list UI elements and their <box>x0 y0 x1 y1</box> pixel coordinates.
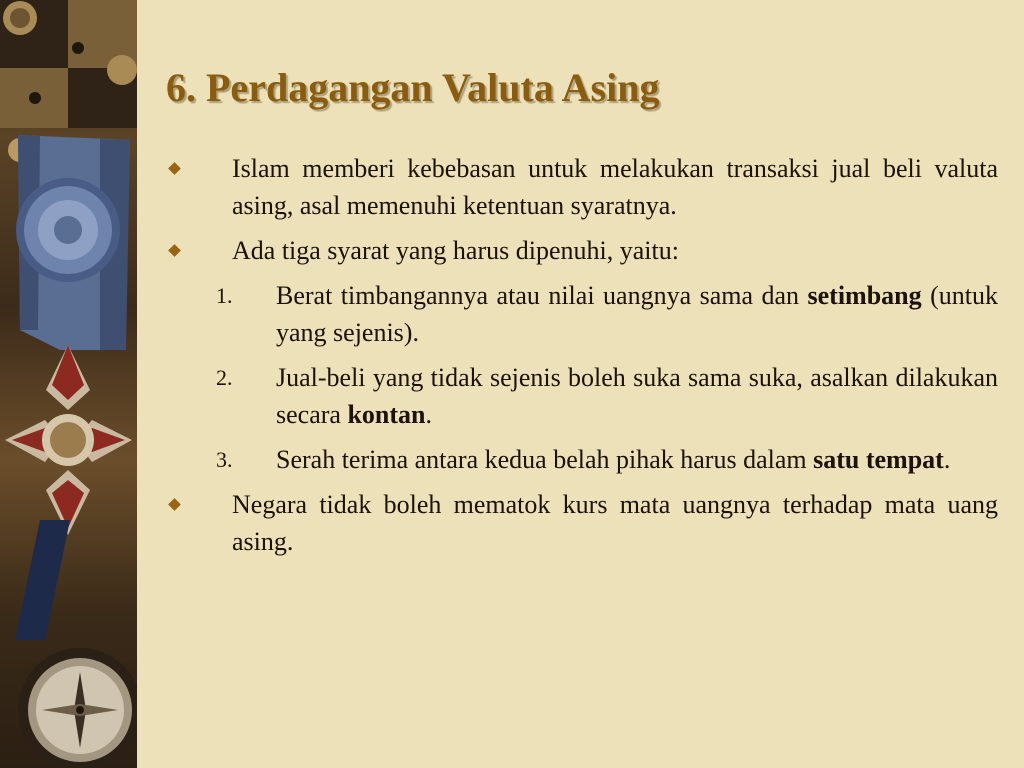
bullet-text: Ada tiga syarat yang harus dipenuhi, yaitu: <box>232 236 679 265</box>
bullet-item <box>166 150 998 224</box>
item-bold-text: satu tempat <box>813 445 944 474</box>
item-number: 1. <box>216 283 233 308</box>
decorative-photo-strip <box>0 0 137 768</box>
item-text-end: . <box>943 445 951 474</box>
bullet-text: Islam memberi kebebasan untuk melakukan transaksi jual beli valuta asing, asal memenuhi ketentuan syaratnya. <box>232 154 998 220</box>
bullet-item <box>166 486 998 560</box>
item-text-end: . <box>425 400 432 429</box>
item-bold-text: kontan <box>347 400 426 429</box>
item-text: Jual-beli yang tidak sejenis boleh suka sama suka, asalkan dilakukan secara <box>276 363 998 429</box>
item-text-end: (untuk yang sejenis). <box>276 281 999 347</box>
numbered-item <box>166 359 998 433</box>
item-text: Berat timbangannya atau nilai uangnya sama dan <box>276 281 808 310</box>
item-number: 2. <box>216 365 233 390</box>
item-bold-text: setimbang <box>807 281 922 310</box>
item-number: 3. <box>216 447 233 472</box>
bullet-item <box>166 232 998 269</box>
numbered-item <box>166 441 998 478</box>
item-text: Serah terima antara kedua belah pihak harus dalam <box>276 445 814 474</box>
diamond-bullet-icon <box>166 232 182 269</box>
bullet-text: Negara tidak boleh mematok kurs mata uangnya terhadap mata uang asing. <box>232 490 998 556</box>
slide-title: 6. Perdagangan Valuta Asing <box>166 65 660 110</box>
diamond-bullet-icon <box>166 150 182 187</box>
slide-body <box>166 150 998 568</box>
diamond-bullet-icon <box>166 486 182 523</box>
medal-ribbon-compass-illustration <box>0 0 137 768</box>
numbered-list <box>166 277 998 478</box>
numbered-item <box>166 277 998 351</box>
